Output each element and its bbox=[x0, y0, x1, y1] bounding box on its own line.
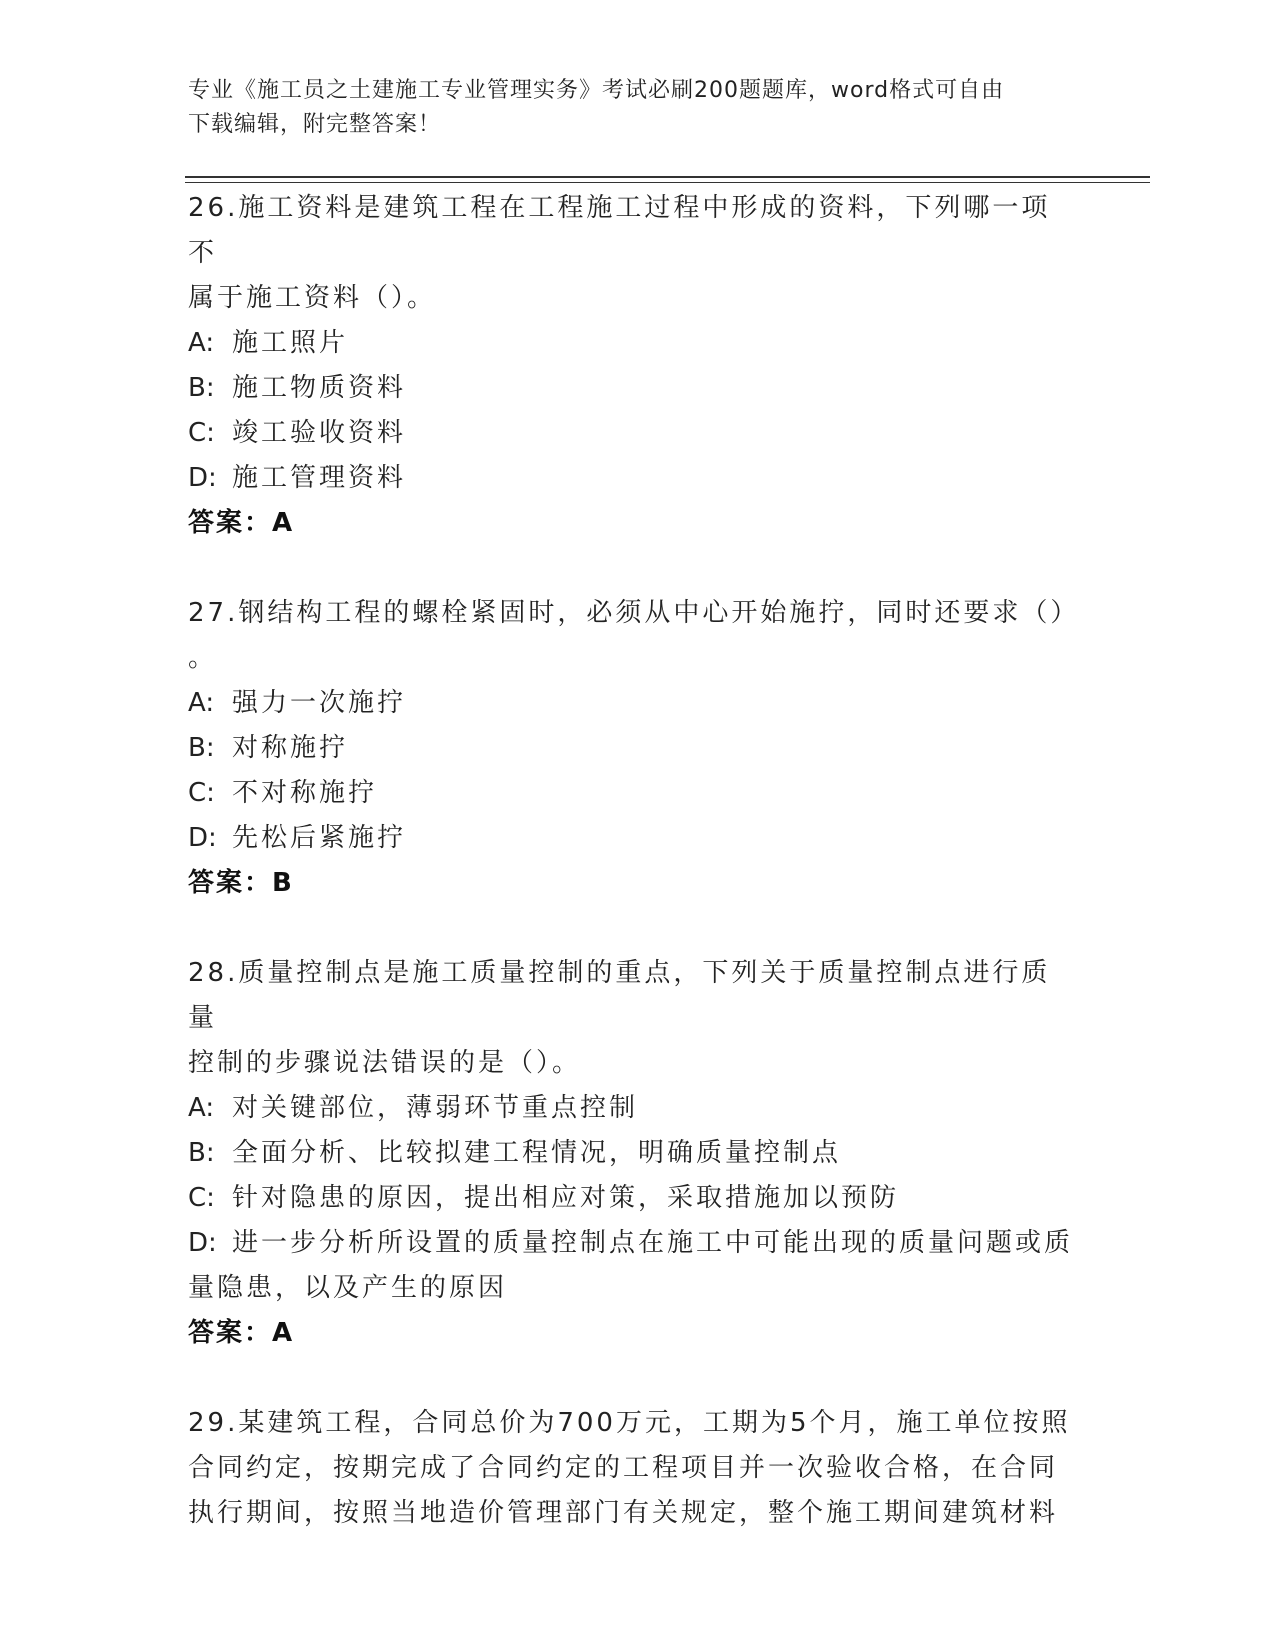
option-b bbox=[188, 726, 1078, 771]
option-key: C: bbox=[188, 418, 215, 448]
option-d-continued bbox=[188, 1266, 1078, 1311]
header-line-2: 下载编辑，附完整答案！ bbox=[188, 112, 442, 137]
question-text: 执行期间，按照当地造价管理部门有关规定，整个施工期间建筑材料 bbox=[188, 1498, 1059, 1528]
option-key: D: bbox=[188, 823, 217, 853]
option-d bbox=[188, 1221, 1078, 1266]
option-text: 量隐患，以及产生的原因 bbox=[188, 1273, 508, 1303]
document-header bbox=[188, 74, 1068, 142]
option-key: D: bbox=[188, 1228, 217, 1258]
option-key: D: bbox=[188, 463, 217, 493]
question-spacer bbox=[188, 546, 1078, 591]
option-d bbox=[188, 456, 1078, 501]
question-text: 控制的步骤说法错误的是（）。 bbox=[188, 1048, 582, 1078]
option-text: 先松后紧施拧 bbox=[232, 823, 407, 853]
option-key: C: bbox=[188, 778, 215, 808]
option-text: 强力一次施拧 bbox=[232, 688, 407, 718]
option-key: A: bbox=[188, 1093, 215, 1123]
question-spacer bbox=[188, 906, 1078, 951]
option-text: 施工管理资料 bbox=[232, 463, 407, 493]
option-a bbox=[188, 321, 1078, 366]
option-c bbox=[188, 771, 1078, 816]
option-c bbox=[188, 411, 1078, 456]
option-text: 针对隐患的原因，提出相应对策，采取措施加以预防 bbox=[232, 1183, 900, 1213]
header-divider-top bbox=[185, 176, 1150, 178]
option-text: 不对称施拧 bbox=[232, 778, 378, 808]
option-key: B: bbox=[188, 1138, 215, 1168]
question-text: 合同约定，按期完成了合同约定的工程项目并一次验收合格，在合同 bbox=[188, 1453, 1059, 1483]
question-text: 。 bbox=[188, 643, 215, 673]
option-text: 竣工验收资料 bbox=[232, 418, 407, 448]
answer: 答案：A bbox=[188, 1318, 295, 1348]
option-a bbox=[188, 1086, 1078, 1131]
option-a bbox=[188, 681, 1078, 726]
option-key: A: bbox=[188, 328, 215, 358]
question-text: 26.施工资料是建筑工程在工程施工过程中形成的资料，下列哪一项不 bbox=[188, 193, 1051, 268]
question-text: 28.质量控制点是施工质量控制的重点，下列关于质量控制点进行质量 bbox=[188, 958, 1051, 1033]
question-29 bbox=[188, 1401, 1078, 1536]
option-text: 全面分析、比较拟建工程情况，明确质量控制点 bbox=[232, 1138, 842, 1168]
question-spacer bbox=[188, 1356, 1078, 1401]
option-text: 对关键部位，薄弱环节重点控制 bbox=[232, 1093, 639, 1123]
header-divider-bottom bbox=[185, 182, 1150, 183]
option-b bbox=[188, 1131, 1078, 1176]
option-key: C: bbox=[188, 1183, 215, 1213]
question-26 bbox=[188, 186, 1078, 546]
question-text: 29.某建筑工程，合同总价为700万元，工期为5个月，施工单位按照 bbox=[188, 1408, 1071, 1438]
header-line-1: 专业《施工员之土建施工专业管理实务》考试必刷200题题库，word格式可自由 bbox=[188, 78, 1005, 103]
option-text: 施工物质资料 bbox=[232, 373, 407, 403]
option-text: 对称施拧 bbox=[232, 733, 349, 763]
option-c bbox=[188, 1176, 1078, 1221]
question-text: 属于施工资料（）。 bbox=[188, 283, 437, 313]
question-28 bbox=[188, 951, 1078, 1356]
option-key: B: bbox=[188, 733, 215, 763]
option-key: B: bbox=[188, 373, 215, 403]
option-key: A: bbox=[188, 688, 215, 718]
option-d bbox=[188, 816, 1078, 861]
question-text: 27.钢结构工程的螺栓紧固时，必须从中心开始施拧，同时还要求（） bbox=[188, 598, 1080, 628]
option-b bbox=[188, 366, 1078, 411]
answer: 答案：A bbox=[188, 508, 295, 538]
option-text: 施工照片 bbox=[232, 328, 349, 358]
question-list bbox=[188, 186, 1078, 1536]
answer: 答案：B bbox=[188, 868, 294, 898]
option-text: 进一步分析所设置的质量控制点在施工中可能出现的质量问题或质 bbox=[232, 1228, 1074, 1258]
question-27 bbox=[188, 591, 1078, 906]
